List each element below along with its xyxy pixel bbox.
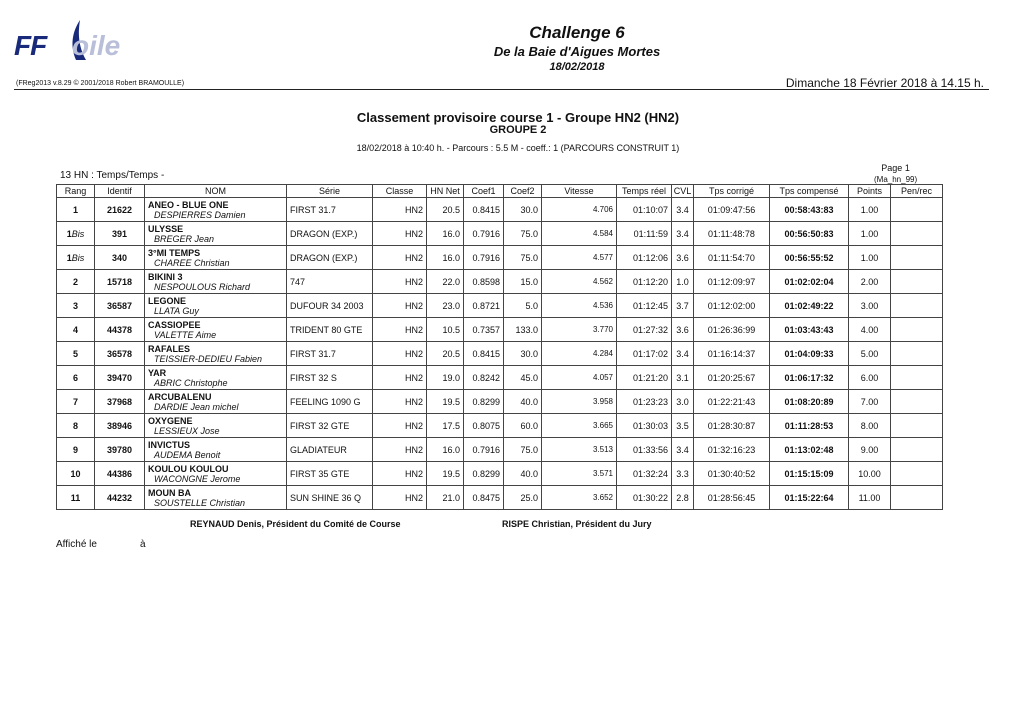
rank-value: 1 [72, 204, 78, 215]
cell-tps-compense: 01:11:28:53 [770, 414, 849, 438]
cell-pen-rec [891, 222, 943, 246]
cell-cvl: 3.6 [672, 246, 694, 270]
cell-classe: HN2 [373, 342, 427, 366]
cell-identif: 39780 [95, 438, 145, 462]
rank-value: 3 [72, 300, 78, 311]
cell-identif: 340 [95, 246, 145, 270]
rank-suffix: Bis [71, 252, 85, 263]
boat-name: MOUN BA [148, 487, 191, 498]
cell-coef2: 5.0 [504, 294, 542, 318]
cell-coef2: 40.0 [504, 390, 542, 414]
cell-identif: 36587 [95, 294, 145, 318]
page-ref: (Ma_hn_99) [874, 175, 918, 184]
table-row [57, 318, 943, 342]
cell-coef1: 0.7916 [464, 438, 504, 462]
skipper-name: AUDEMA Benoit [154, 449, 221, 460]
cell-points: 7.00 [849, 390, 891, 414]
boat-name: RAFALES [148, 343, 191, 354]
cell-tps-corrige: 01:12:09:97 [694, 270, 770, 294]
cell-temps-reel: 01:30:22 [617, 486, 672, 510]
boat-name: ULYSSE [148, 223, 184, 234]
cell-vitesse: 4.562 [542, 270, 617, 294]
skipper-name: LLATA Guy [154, 305, 199, 316]
cell-temps-reel: 01:10:07 [617, 198, 672, 222]
generated-datetime: Dimanche 18 Février 2018 à 14.15 h. [785, 76, 984, 90]
cell-rang [57, 390, 95, 414]
cell-hn-net: 23.0 [427, 294, 464, 318]
rank-value: 2 [72, 276, 78, 287]
rank-value: 1 [66, 228, 72, 239]
cell-hn-net: 21.0 [427, 486, 464, 510]
cell-classe: HN2 [373, 270, 427, 294]
rank-value: 1 [66, 252, 72, 263]
boat-name: YAR [148, 367, 167, 378]
cell-pen-rec [891, 414, 943, 438]
cell-hn-net: 19.0 [427, 366, 464, 390]
col-header: Tps compensé [770, 185, 849, 198]
cell-coef1: 0.8299 [464, 390, 504, 414]
results-body [57, 198, 943, 510]
cell-tps-compense: 01:02:02:04 [770, 270, 849, 294]
cell-pen-rec [891, 438, 943, 462]
table-row [57, 294, 943, 318]
cell-temps-reel: 01:12:20 [617, 270, 672, 294]
cell-coef1: 0.8299 [464, 462, 504, 486]
cell-cvl: 3.4 [672, 222, 694, 246]
cell-tps-compense: 00:56:55:52 [770, 246, 849, 270]
col-header: Coef2 [504, 185, 542, 198]
table-row [57, 270, 943, 294]
col-header: HN Net [427, 185, 464, 198]
cell-tps-compense: 00:58:43:83 [770, 198, 849, 222]
cell-serie: FIRST 32 S [287, 366, 373, 390]
cell-identif: 44232 [95, 486, 145, 510]
col-header: Identif [95, 185, 145, 198]
cell-tps-corrige: 01:20:25:67 [694, 366, 770, 390]
cell-identif: 38946 [95, 414, 145, 438]
cell-tps-compense: 01:04:09:33 [770, 342, 849, 366]
boat-name: LEGONE [148, 295, 187, 306]
cell-hn-net: 16.0 [427, 246, 464, 270]
cell-cvl: 3.4 [672, 438, 694, 462]
cell-vitesse: 3.513 [542, 438, 617, 462]
cell-nom [145, 318, 287, 342]
cell-coef1: 0.8598 [464, 270, 504, 294]
cell-temps-reel: 01:27:32 [617, 318, 672, 342]
col-header: Vitesse [542, 185, 617, 198]
cell-identif: 36578 [95, 342, 145, 366]
results-table [56, 184, 943, 510]
cell-vitesse: 3.958 [542, 390, 617, 414]
race-committee-president: REYNAUD Denis, Président du Comité de Course [190, 519, 401, 529]
cell-classe: HN2 [373, 366, 427, 390]
cell-tps-corrige: 01:32:16:23 [694, 438, 770, 462]
cell-classe: HN2 [373, 222, 427, 246]
cell-temps-reel: 01:21:20 [617, 366, 672, 390]
cell-points: 9.00 [849, 438, 891, 462]
cell-cvl: 3.1 [672, 366, 694, 390]
cell-nom [145, 390, 287, 414]
rank-value: 10 [70, 468, 81, 479]
cell-hn-net: 20.5 [427, 198, 464, 222]
boat-name: ARCUBALENU [148, 391, 212, 402]
rank-value: 9 [72, 444, 78, 455]
cell-points: 5.00 [849, 342, 891, 366]
cell-rang [57, 222, 95, 246]
cell-temps-reel: 01:23:23 [617, 390, 672, 414]
rank-value: 8 [72, 420, 78, 431]
table-row [57, 414, 943, 438]
cell-serie: GLADIATEUR [287, 438, 373, 462]
skipper-name: TEISSIER-DEDIEU Fabien [154, 353, 263, 364]
cell-serie: DRAGON (EXP.) [287, 246, 373, 270]
col-header: Points [849, 185, 891, 198]
cell-nom [145, 270, 287, 294]
cell-rang [57, 318, 95, 342]
cell-tps-compense: 01:08:20:89 [770, 390, 849, 414]
cell-tps-corrige: 01:12:02:00 [694, 294, 770, 318]
col-header: NOM [145, 185, 287, 198]
cell-hn-net: 22.0 [427, 270, 464, 294]
cell-coef2: 15.0 [504, 270, 542, 294]
cell-nom [145, 222, 287, 246]
cell-pen-rec [891, 198, 943, 222]
col-header: Classe [373, 185, 427, 198]
group-label: GROUPE 2 [489, 124, 547, 136]
cell-serie: TRIDENT 80 GTE [287, 318, 373, 342]
posted-label: Affiché le [56, 539, 97, 550]
cell-pen-rec [891, 390, 943, 414]
skipper-name: CHAREE Christian [154, 257, 230, 268]
cell-identif: 44386 [95, 462, 145, 486]
cell-temps-reel: 01:11:59 [617, 222, 672, 246]
cell-hn-net: 17.5 [427, 414, 464, 438]
cell-coef1: 0.7916 [464, 246, 504, 270]
cell-vitesse: 4.706 [542, 198, 617, 222]
cell-identif: 37968 [95, 390, 145, 414]
cell-classe: HN2 [373, 390, 427, 414]
cell-tps-corrige: 01:28:30:87 [694, 414, 770, 438]
col-header: Rang [57, 185, 95, 198]
cell-serie: SUN SHINE 36 Q [287, 486, 373, 510]
cell-pen-rec [891, 366, 943, 390]
cell-classe: HN2 [373, 462, 427, 486]
cell-tps-corrige: 01:16:14:37 [694, 342, 770, 366]
page-number: Page 1 [881, 163, 910, 173]
skipper-name: DESPIERRES Damien [154, 209, 246, 220]
cell-points: 3.00 [849, 294, 891, 318]
cell-coef2: 60.0 [504, 414, 542, 438]
col-header: Tps corrigé [694, 185, 770, 198]
cell-coef1: 0.8075 [464, 414, 504, 438]
cell-cvl: 3.4 [672, 198, 694, 222]
cell-coef1: 0.7357 [464, 318, 504, 342]
logo-ff-text: FF [14, 30, 47, 61]
col-header: Pen/rec [891, 185, 943, 198]
cell-pen-rec [891, 342, 943, 366]
cell-temps-reel: 01:32:24 [617, 462, 672, 486]
cell-nom [145, 342, 287, 366]
cell-tps-corrige: 01:30:40:52 [694, 462, 770, 486]
cell-tps-compense: 01:15:15:09 [770, 462, 849, 486]
skipper-name: WACONGNE Jerome [154, 473, 241, 484]
table-row [57, 342, 943, 366]
cell-pen-rec [891, 270, 943, 294]
cell-rang [57, 270, 95, 294]
cell-points: 4.00 [849, 318, 891, 342]
boat-name: OXYGENE [148, 415, 193, 426]
cell-hn-net: 16.0 [427, 222, 464, 246]
cell-identif: 39470 [95, 366, 145, 390]
cell-coef1: 0.8415 [464, 342, 504, 366]
cell-nom [145, 486, 287, 510]
cell-serie: DRAGON (EXP.) [287, 222, 373, 246]
cell-pen-rec [891, 318, 943, 342]
skipper-name: DARDIE Jean michel [154, 401, 239, 412]
cell-tps-compense: 00:56:50:83 [770, 222, 849, 246]
cell-pen-rec [891, 486, 943, 510]
skipper-name: ABRIC Christophe [154, 377, 228, 388]
boat-name: 3°MI TEMPS [148, 247, 201, 258]
cell-nom [145, 294, 287, 318]
cell-hn-net: 16.0 [427, 438, 464, 462]
cell-nom [145, 438, 287, 462]
col-header: CVL [672, 185, 694, 198]
cell-rang [57, 366, 95, 390]
cell-vitesse: 4.584 [542, 222, 617, 246]
cell-points: 1.00 [849, 222, 891, 246]
rank-suffix: Bis [71, 228, 85, 239]
cell-cvl: 3.3 [672, 462, 694, 486]
cell-identif: 44378 [95, 318, 145, 342]
cell-nom [145, 462, 287, 486]
cell-points: 1.00 [849, 246, 891, 270]
posted-at-label: à [140, 539, 146, 550]
cell-coef1: 0.7916 [464, 222, 504, 246]
table-row [57, 198, 943, 222]
table-row [57, 390, 943, 414]
cell-temps-reel: 01:12:06 [617, 246, 672, 270]
cell-hn-net: 10.5 [427, 318, 464, 342]
cell-serie: FIRST 32 GTE [287, 414, 373, 438]
cell-vitesse: 3.665 [542, 414, 617, 438]
table-row [57, 222, 943, 246]
cell-points: 10.00 [849, 462, 891, 486]
cell-pen-rec [891, 462, 943, 486]
cell-tps-corrige: 01:22:21:43 [694, 390, 770, 414]
cell-temps-reel: 01:12:45 [617, 294, 672, 318]
boat-name: INVICTUS [148, 439, 191, 450]
ranking-title: Classement provisoire course 1 - Groupe HN2 (HN2) [356, 110, 680, 125]
cell-rang [57, 342, 95, 366]
cell-pen-rec [891, 246, 943, 270]
cell-hn-net: 19.5 [427, 390, 464, 414]
cell-nom [145, 198, 287, 222]
cell-identif: 15718 [95, 270, 145, 294]
cell-cvl: 3.6 [672, 318, 694, 342]
cell-coef2: 30.0 [504, 342, 542, 366]
cell-rang [57, 294, 95, 318]
rank-value: 4 [72, 324, 78, 335]
cell-points: 6.00 [849, 366, 891, 390]
cell-tps-corrige: 01:28:56:45 [694, 486, 770, 510]
cell-coef2: 45.0 [504, 366, 542, 390]
cell-tps-corrige: 01:09:47:56 [694, 198, 770, 222]
skipper-name: NESPOULOUS Richard [154, 281, 251, 292]
cell-tps-corrige: 01:26:36:99 [694, 318, 770, 342]
boat-name: KOULOU KOULOU [148, 463, 229, 474]
cell-classe: HN2 [373, 246, 427, 270]
cell-tps-compense: 01:03:43:43 [770, 318, 849, 342]
cell-cvl: 3.4 [672, 342, 694, 366]
cell-points: 11.00 [849, 486, 891, 510]
col-header: Coef1 [464, 185, 504, 198]
cell-vitesse: 3.652 [542, 486, 617, 510]
cell-coef2: 40.0 [504, 462, 542, 486]
boat-name: CASSIOPEE [148, 319, 201, 330]
page-indicator [874, 162, 917, 186]
table-row [57, 438, 943, 462]
cell-identif: 21622 [95, 198, 145, 222]
cell-rang [57, 486, 95, 510]
cell-tps-compense: 01:15:22:64 [770, 486, 849, 510]
col-header: Temps réel [617, 185, 672, 198]
cell-serie: FIRST 35 GTE [287, 462, 373, 486]
cell-tps-compense: 01:02:49:22 [770, 294, 849, 318]
cell-tps-compense: 01:06:17:32 [770, 366, 849, 390]
cell-vitesse: 4.536 [542, 294, 617, 318]
cell-vitesse: 4.577 [542, 246, 617, 270]
logo-voile-text: oile [72, 30, 121, 61]
cell-temps-reel: 01:33:56 [617, 438, 672, 462]
cell-points: 8.00 [849, 414, 891, 438]
cell-coef2: 75.0 [504, 246, 542, 270]
cell-coef2: 133.0 [504, 318, 542, 342]
race-info: 18/02/2018 à 10:40 h. - Parcours : 5.5 M - coeff.: 1 (PARCOURS CONSTRUIT 1) [356, 143, 680, 153]
skipper-name: SOUSTELLE Christian [154, 497, 246, 508]
cell-temps-reel: 01:17:02 [617, 342, 672, 366]
cell-serie: 747 [287, 270, 373, 294]
event-subtitle: De la Baie d'Aigues Mortes [493, 44, 661, 59]
cell-nom [145, 414, 287, 438]
cell-points: 1.00 [849, 198, 891, 222]
cell-rang [57, 198, 95, 222]
rank-value: 6 [72, 372, 78, 383]
cell-classe: HN2 [373, 438, 427, 462]
cell-tps-compense: 01:13:02:48 [770, 438, 849, 462]
event-date: 18/02/2018 [549, 61, 605, 73]
cell-coef2: 75.0 [504, 438, 542, 462]
cell-hn-net: 19.5 [427, 462, 464, 486]
cell-cvl: 3.0 [672, 390, 694, 414]
cell-serie: FIRST 31.7 [287, 198, 373, 222]
col-header: Série [287, 185, 373, 198]
cell-classe: HN2 [373, 198, 427, 222]
cell-coef1: 0.8415 [464, 198, 504, 222]
boat-name: ANEO - BLUE ONE [148, 199, 229, 210]
cell-coef1: 0.8475 [464, 486, 504, 510]
cell-tps-corrige: 01:11:54:70 [694, 246, 770, 270]
cell-coef2: 25.0 [504, 486, 542, 510]
jury-president: RISPE Christian, Président du Jury [502, 519, 652, 529]
cell-nom [145, 366, 287, 390]
table-row [57, 366, 943, 390]
software-version: (FReg2013 v.8.29 © 2001/2018 Robert BRAMOULLE) [16, 80, 185, 87]
rank-value: 5 [72, 348, 78, 359]
cell-identif: 391 [95, 222, 145, 246]
cell-cvl: 3.5 [672, 414, 694, 438]
cell-serie: DUFOUR 34 2003 [287, 294, 373, 318]
rank-value: 7 [72, 396, 78, 407]
table-row [57, 462, 943, 486]
table-row [57, 246, 943, 270]
cell-tps-corrige: 01:11:48:78 [694, 222, 770, 246]
cell-classe: HN2 [373, 414, 427, 438]
hn-label: 13 HN : Temps/Temps - [60, 170, 165, 181]
header-divider [14, 89, 989, 90]
cell-vitesse: 4.284 [542, 342, 617, 366]
cell-cvl: 3.7 [672, 294, 694, 318]
cell-points: 2.00 [849, 270, 891, 294]
cell-classe: HN2 [373, 486, 427, 510]
skipper-name: LESSIEUX Jose [154, 425, 220, 436]
cell-cvl: 1.0 [672, 270, 694, 294]
rank-value: 11 [70, 492, 81, 503]
cell-pen-rec [891, 294, 943, 318]
boat-name: BIKINI 3 [148, 271, 183, 282]
cell-nom [145, 246, 287, 270]
cell-rang [57, 414, 95, 438]
cell-vitesse: 3.571 [542, 462, 617, 486]
cell-coef2: 30.0 [504, 198, 542, 222]
cell-hn-net: 20.5 [427, 342, 464, 366]
table-header-row [57, 185, 943, 198]
table-row [57, 486, 943, 510]
cell-temps-reel: 01:30:03 [617, 414, 672, 438]
cell-vitesse: 4.057 [542, 366, 617, 390]
cell-coef1: 0.8242 [464, 366, 504, 390]
skipper-name: VALETTE Aime [154, 329, 217, 340]
cell-classe: HN2 [373, 294, 427, 318]
cell-vitesse: 3.770 [542, 318, 617, 342]
page-title: Challenge 6 [529, 23, 625, 42]
cell-rang [57, 438, 95, 462]
cell-serie: FEELING 1090 G [287, 390, 373, 414]
cell-cvl: 2.8 [672, 486, 694, 510]
cell-coef1: 0.8721 [464, 294, 504, 318]
cell-rang [57, 246, 95, 270]
cell-serie: FIRST 31.7 [287, 342, 373, 366]
skipper-name: BREGER Jean [154, 233, 215, 244]
cell-classe: HN2 [373, 318, 427, 342]
cell-coef2: 75.0 [504, 222, 542, 246]
cell-rang [57, 462, 95, 486]
